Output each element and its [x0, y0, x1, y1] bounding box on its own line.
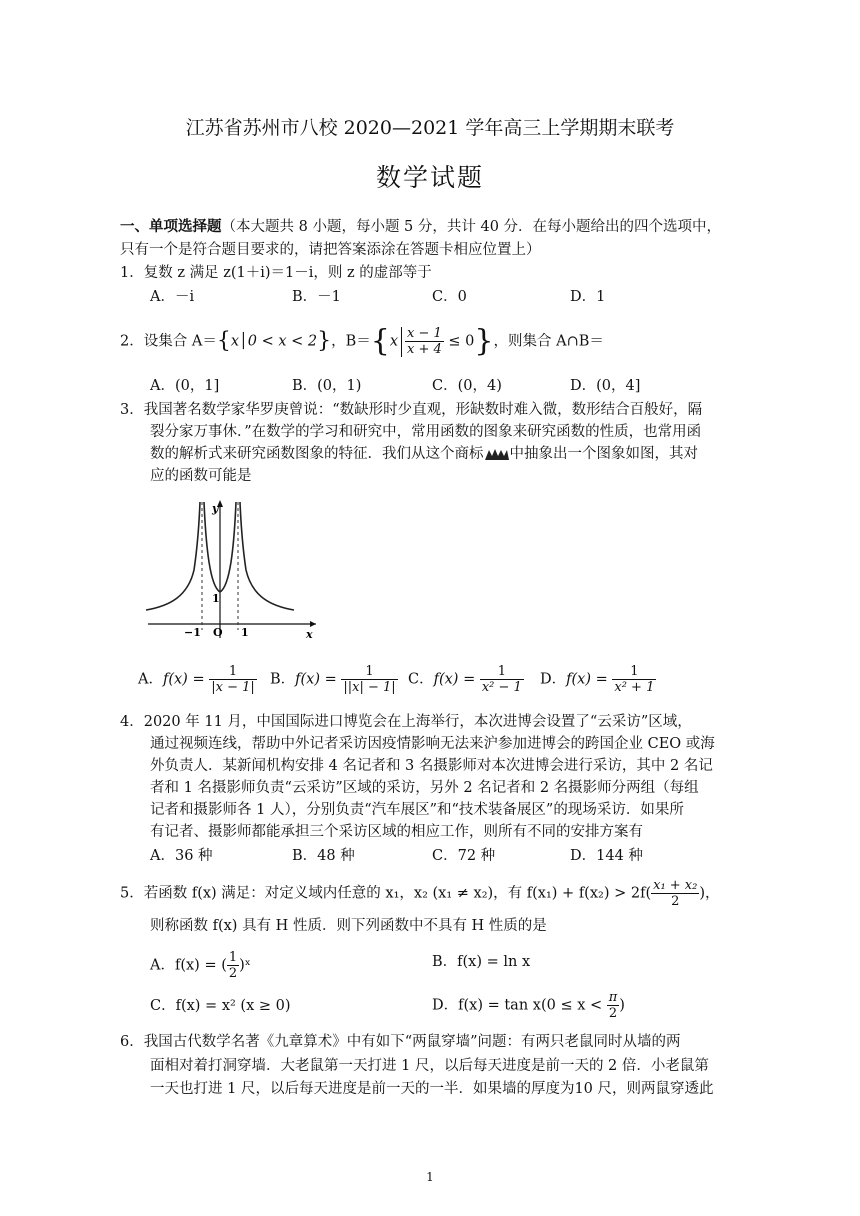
- q3-function-graph: [140, 498, 320, 640]
- q1-option-d: D．1: [570, 289, 606, 305]
- graph-y-one-label: 1: [212, 592, 220, 605]
- q1-stem: [120, 263, 432, 283]
- q6-line-3: 一天也打进 1 尺，以后每天进度是前一天的一半．如果墙的厚度为10 尺，则两鼠穿透此: [150, 1081, 714, 1097]
- q4-option-c: C．72 种: [432, 848, 496, 864]
- q2-option-b: B．(0，1): [292, 378, 362, 394]
- q4-line-2: 通过视频连线，帮助中外记者采访因疫情影响无法来沪参加进博会的跨国企业 CEO 或海: [150, 736, 715, 752]
- q2-b-prefix: ，B＝: [331, 333, 371, 350]
- q3-line-1: 3．我国著名数学家华罗庚曾说：“数缺形时少直观，形缺数时难入微，数形结合百般好，隔: [120, 402, 703, 418]
- q6-number: 6．: [120, 1034, 144, 1050]
- q2-option-d: D．(0，4]: [570, 378, 641, 394]
- section-intro: [120, 217, 721, 237]
- q2-b-fraction: $\frac{x - 1}{x + 4}$: [407, 326, 442, 357]
- q3-option-a: A．f(x) = $\frac{1}{|x - 1|}$: [138, 664, 255, 695]
- q5-option-b: B．f(x) = ln x: [432, 954, 531, 970]
- graph-x-label: x: [306, 628, 313, 640]
- q2-stem: 2．设集合 A＝{x│0 < x < 2}，B＝{x $\frac{x - 1}{x + 4}$ ≤ 0}，则集合 A∩B＝: [120, 323, 604, 359]
- q3-line-3: 数的解析式来研究函数图象的特征．我们从这个商标 中抽象出一个图象如图，其对: [150, 446, 698, 462]
- graph-x-one-label: 1: [241, 626, 249, 639]
- q2-b-var: x: [389, 333, 399, 350]
- exam-title: 江苏省苏州市八校 2020—2021 学年高三上学期期末联考: [185, 117, 675, 139]
- q6-line-1: 6．我国古代数学名著《九章算术》中有如下“两鼠穿墙”问题：有两只老鼠同时从墙的两: [120, 1034, 681, 1050]
- q4-number: 4．: [120, 714, 144, 730]
- q2-b-relation: ≤ 0: [448, 333, 475, 350]
- q3-option-b: B．f(x) = $\frac{1}{||x| - 1|}$: [270, 664, 396, 695]
- q1-option-a: A．－i: [150, 289, 195, 305]
- q4-option-d: D．144 种: [570, 848, 643, 864]
- q4-line-1: 4．2020 年 11 月，中国国际进口博览会在上海举行，本次进博会设置了“云采访”区域，: [120, 714, 692, 730]
- q4-line-6: 有记者、摄影师都能承担三个采访区域的相应工作，则所有不同的安排方案有: [150, 824, 643, 840]
- page-number: 1: [426, 1170, 434, 1184]
- q2-number: 2．: [120, 333, 144, 350]
- q1-text: 复数 z 满足 z(1＋i)＝1－i，则 z 的虚部等于: [143, 265, 432, 281]
- kappa-logo-icon: [484, 447, 510, 461]
- q5-line-1: 5．若函数 f(x) 满足：对定义域内任意的 x₁，x₂ (x₁ ≠ x₂)，有 f(x₁) + f(x₂) > 2f( $\frac{\text{x₁ + x₂}}{2}$ )，: [120, 878, 720, 909]
- exam-subtitle: 数学试题: [375, 163, 484, 192]
- graph-neg-one-label: −1: [184, 626, 201, 639]
- q4-line-3: 外负责人．某新闻机构安排 4 名记者和 3 名摄影师对本次进博会进行采访，其中 2 名记: [150, 758, 713, 774]
- q3-line-4: 应的函数可能是: [150, 468, 252, 484]
- q1-option-c: C．0: [432, 289, 467, 305]
- q1-number: 1．: [120, 265, 144, 281]
- q2-a-prefix: 设集合 A＝: [143, 333, 217, 350]
- q5-option-a: A．f(x) = ( $\frac{1}{2}$ )ˣ: [150, 950, 251, 981]
- section-heading: 一、单项选择题: [120, 218, 222, 235]
- q1-option-b: B．－1: [292, 289, 341, 305]
- q5-line-2: 则称函数 f(x) 具有 H 性质．则下列函数中不具有 H 性质的是: [150, 918, 547, 934]
- q3-number: 3．: [120, 402, 144, 418]
- graph-origin-label: O: [213, 626, 223, 639]
- q6-line-2: 面相对着打洞穿墙．大老鼠第一天打进 1 尺，以后每天进度是前一天的 2 倍．小老鼠第: [150, 1058, 709, 1074]
- q5-number: 5．: [120, 885, 144, 902]
- q4-option-b: B．48 种: [292, 848, 355, 864]
- q2-option-a: A．(0，1]: [150, 378, 220, 394]
- q5-option-d: D．f(x) = tan x(0 ≤ x < $\frac{\pi}{2}$ ): [432, 990, 625, 1021]
- section-note-2: 只有一个是符合题目要求的，请把答案添涂在答题卡相应位置上）: [120, 242, 541, 258]
- q4-option-a: A．36 种: [150, 848, 213, 864]
- graph-y-label: y: [212, 502, 219, 515]
- q2-set-a: x│0 < x < 2: [230, 333, 318, 350]
- q3-line-2: 裂分家万事休．”在数学的学习和研究中，常用函数的图象来研究函数的性质，也常用函: [150, 424, 702, 440]
- q2-option-c: C．(0，4): [432, 378, 502, 394]
- q2-suffix: ，则集合 A∩B＝: [493, 333, 604, 350]
- q5-option-c: C．f(x) = x² (x ≥ 0): [150, 998, 291, 1014]
- q4-line-4: 者和 1 名摄影师负责“云采访”区域的采访，另外 2 名记者和 2 名摄影师分两组（每组: [150, 780, 699, 796]
- q4-line-5: 记者和摄影师各 1 人），分别负责“汽车展区”和“技术装备展区”的现场采访．如果所: [150, 802, 684, 818]
- q3-option-c: C．f(x) = $\frac{1}{\text{x² − 1}}$: [408, 664, 522, 695]
- q3-option-d: D．f(x) = $\frac{1}{\text{x² + 1}}$: [540, 664, 655, 695]
- section-note-1: （本大题共 8 小题，每小题 5 分，共计 40 分．在每小题给出的四个选项中，: [221, 219, 722, 235]
